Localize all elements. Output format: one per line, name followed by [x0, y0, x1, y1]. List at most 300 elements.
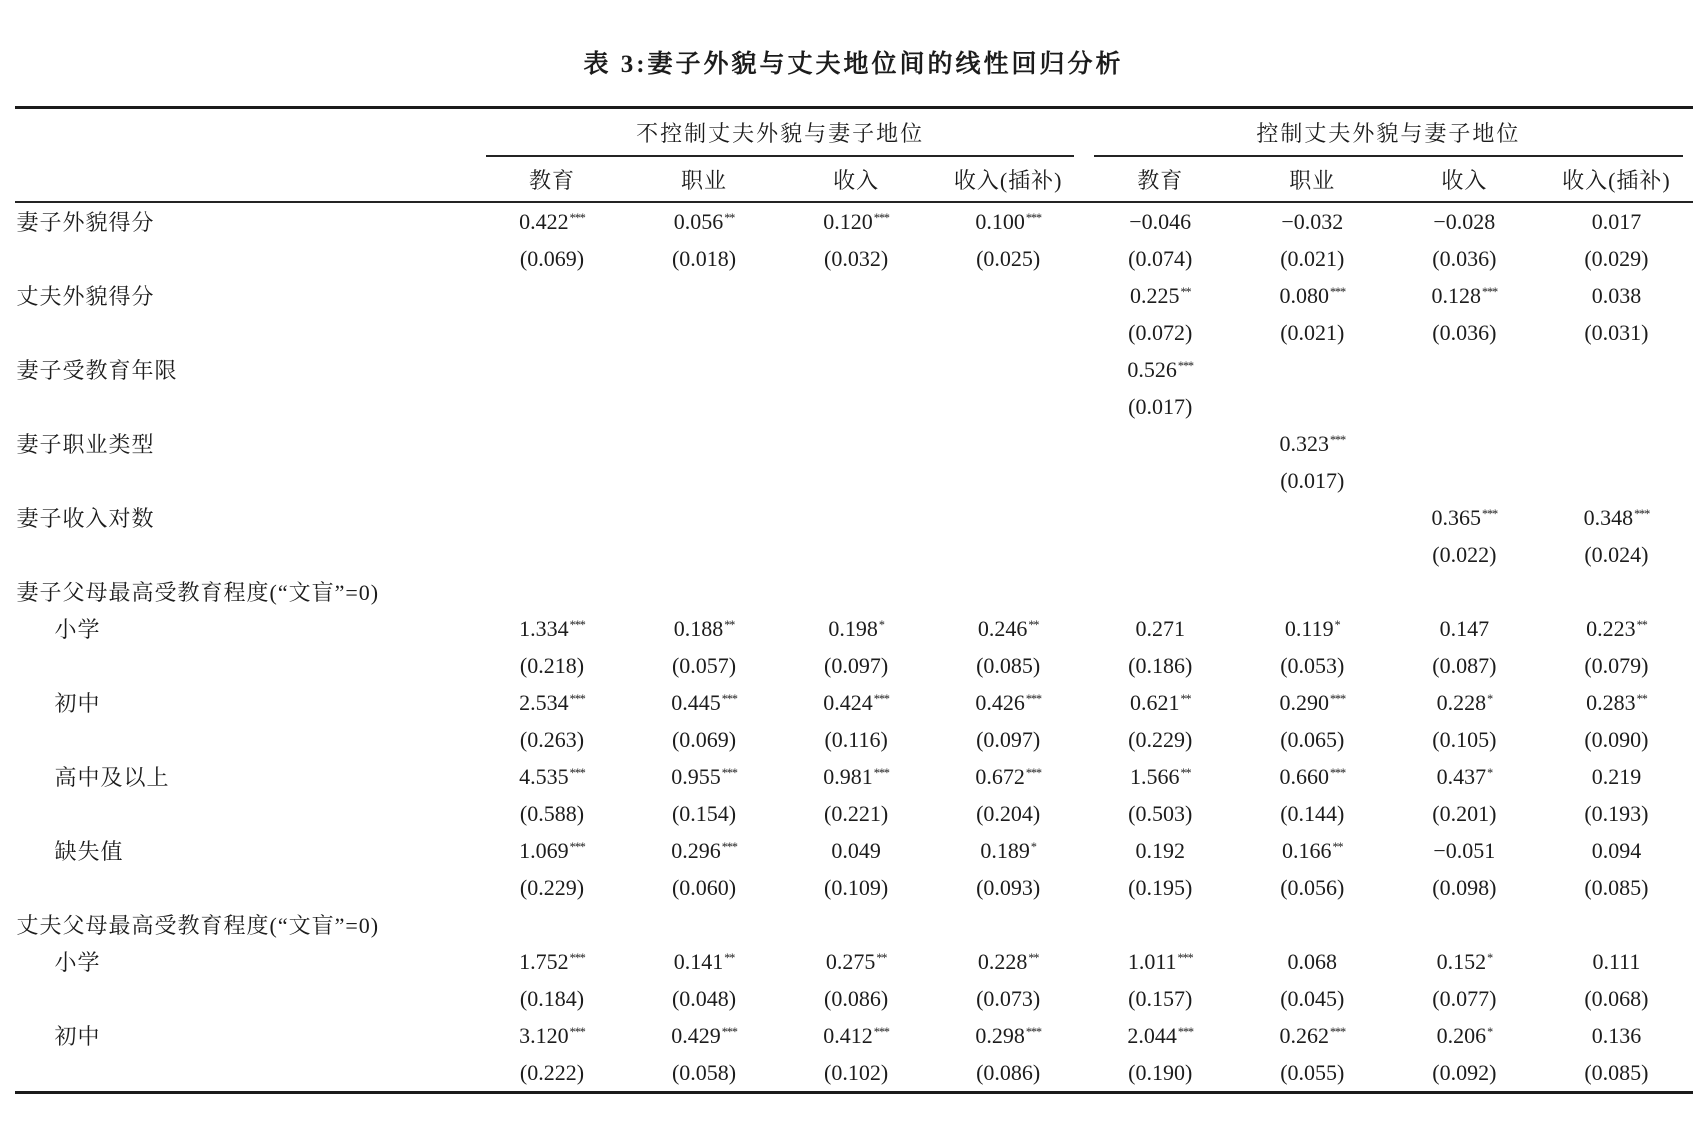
coef-cell: [1084, 351, 1236, 388]
stderr-cell: (0.085): [976, 652, 1041, 678]
significance-stars: ***: [569, 951, 585, 966]
significance-stars: ***: [1177, 951, 1193, 966]
significance-stars: ***: [569, 840, 585, 855]
coef-value: 4.535: [519, 763, 569, 789]
coef-value: 1.011: [1127, 948, 1177, 974]
group-header-row: [15, 108, 1693, 158]
coef-value: 0.189: [980, 837, 1030, 863]
coef-value: 2.044: [1127, 1022, 1177, 1048]
coef-cell: [1084, 499, 1236, 536]
coef-cell: [1540, 610, 1692, 647]
coef-value: −0.032: [1281, 208, 1344, 234]
stderr-cell: [932, 314, 1084, 351]
coef-value: 0.298: [975, 1022, 1025, 1048]
coefficient-row: [15, 499, 1693, 536]
coef-cell: [476, 943, 628, 980]
stderr-cell: [628, 462, 780, 499]
row-label-empty: [15, 388, 476, 425]
group-header-spacer: [15, 108, 476, 158]
stderr-cell: (0.086): [976, 1059, 1041, 1085]
stderr-cell: (0.045): [1280, 985, 1345, 1011]
coef-cell: [476, 1017, 628, 1054]
coef-value: 0.955: [671, 763, 721, 789]
coef-value: 0.262: [1279, 1022, 1329, 1048]
stderr-cell: (0.190): [1128, 1059, 1193, 1085]
stderr-cell: (0.109): [824, 874, 889, 900]
significance-stars: **: [1180, 285, 1191, 300]
row-label: 高中及以上: [54, 765, 170, 790]
stderr-cell: (0.074): [1128, 245, 1193, 271]
coefficient-row: [15, 758, 1693, 795]
section-label: 丈夫父母最高受教育程度(“文盲”=0): [16, 913, 380, 938]
coef-cell: [628, 758, 780, 795]
column-header-occ-1: 职业: [628, 157, 780, 202]
coef-value: 0.017: [1591, 208, 1642, 234]
coef-cell: [1236, 832, 1388, 869]
group-header-controlled-label: 控制丈夫外貌与妻子地位: [1094, 109, 1682, 157]
stderr-cell: [780, 536, 932, 573]
coef-cell: [1084, 1017, 1236, 1054]
coef-cell: [1388, 202, 1540, 240]
significance-stars: ***: [721, 692, 737, 707]
column-header-edu-2: 教育: [1084, 157, 1236, 202]
row-label-empty: [15, 536, 476, 573]
significance-stars: ***: [1025, 1025, 1041, 1040]
coefficient-row: [15, 351, 1693, 388]
significance-stars: *: [1487, 1025, 1493, 1040]
row-label-empty: [15, 240, 476, 277]
row-label-empty: [15, 721, 476, 758]
coef-cell: [628, 277, 780, 314]
significance-stars: ***: [1025, 766, 1041, 781]
coef-value: 0.141: [673, 948, 724, 974]
stderr-cell: (0.085): [1584, 1059, 1649, 1085]
row-label-empty: [15, 869, 476, 906]
coefficient-row: [15, 943, 1693, 980]
coef-value: 0.094: [1591, 837, 1642, 863]
coef-cell: [1236, 610, 1388, 647]
coef-cell: [780, 277, 932, 314]
coefficient-row: [15, 832, 1693, 869]
stderr-cell: [1388, 462, 1540, 499]
stderr-cell: (0.097): [976, 726, 1041, 752]
significance-stars: **: [1636, 618, 1647, 633]
significance-stars: ***: [1482, 285, 1498, 300]
coef-value: 0.526: [1127, 356, 1177, 382]
section-row: [15, 573, 1693, 610]
coef-value: 0.206: [1436, 1022, 1487, 1048]
column-header-spacer: [15, 157, 476, 202]
stderr-cell: (0.503): [1128, 800, 1193, 826]
coef-value: 0.271: [1135, 615, 1185, 641]
coef-cell: [1388, 277, 1540, 314]
significance-stars: ***: [1177, 1025, 1194, 1040]
stderr-cell: [1084, 536, 1236, 573]
stderr-cell: [780, 388, 932, 425]
coef-cell: [1236, 351, 1388, 388]
significance-stars: ***: [873, 692, 889, 707]
stderr-cell: [476, 388, 628, 425]
stderr-row: [15, 795, 1693, 832]
row-label: 妻子外貌得分: [16, 210, 155, 235]
coef-value: 0.128: [1431, 282, 1482, 308]
stderr-row: [15, 462, 1693, 499]
coef-cell: [1540, 758, 1692, 795]
column-header-edu-1: 教育: [476, 157, 628, 202]
stderr-cell: [1236, 388, 1388, 425]
coef-cell: [476, 351, 628, 388]
coef-cell: [1388, 758, 1540, 795]
stderr-cell: (0.021): [1280, 319, 1345, 345]
coef-cell: [628, 832, 780, 869]
row-label: 妻子受教育年限: [16, 358, 178, 383]
row-label: 妻子收入对数: [16, 506, 155, 531]
significance-stars: ***: [721, 840, 737, 855]
coef-value: 1.566: [1129, 763, 1180, 789]
significance-stars: ***: [1025, 211, 1041, 226]
coef-cell: [1388, 684, 1540, 721]
stderr-cell: (0.229): [519, 874, 585, 900]
significance-stars: ***: [873, 766, 889, 781]
significance-stars: **: [1332, 840, 1343, 855]
coefficient-row: [15, 1017, 1693, 1054]
stderr-cell: (0.065): [1280, 726, 1345, 752]
stderr-cell: (0.218): [519, 652, 585, 678]
stderr-cell: (0.058): [671, 1059, 737, 1085]
coef-cell: [1084, 202, 1236, 240]
significance-stars: *: [1487, 766, 1493, 781]
coef-cell: [780, 499, 932, 536]
significance-stars: ***: [1177, 359, 1194, 374]
stderr-cell: (0.036): [1432, 319, 1497, 345]
coef-value: 0.437: [1436, 763, 1487, 789]
coef-cell: [1388, 351, 1540, 388]
stderr-cell: (0.186): [1128, 652, 1193, 678]
column-header-income-imputed-2: 收入(插补): [1540, 157, 1692, 202]
significance-stars: ***: [873, 1025, 889, 1040]
coef-cell: [780, 832, 932, 869]
coef-cell: [780, 943, 932, 980]
coef-value: 2.534: [519, 689, 569, 715]
stderr-cell: (0.068): [1584, 985, 1649, 1011]
coef-value: 0.111: [1592, 948, 1641, 974]
coef-value: 0.049: [831, 837, 881, 863]
column-header-occ-2: 职业: [1236, 157, 1388, 202]
coef-value: 0.422: [519, 208, 569, 234]
coef-value: 0.296: [671, 837, 721, 863]
significance-stars: *: [878, 618, 884, 633]
stderr-cell: (0.105): [1432, 726, 1497, 752]
stderr-cell: (0.222): [519, 1059, 585, 1085]
stderr-cell: (0.057): [671, 652, 737, 678]
stderr-cell: (0.056): [1280, 874, 1345, 900]
significance-stars: ***: [569, 1025, 585, 1040]
significance-stars: ***: [1329, 692, 1346, 707]
coef-cell: [1236, 499, 1388, 536]
stderr-cell: [628, 314, 780, 351]
coef-cell: [1084, 425, 1236, 462]
stderr-cell: (0.092): [1432, 1059, 1497, 1085]
significance-stars: **: [724, 211, 735, 226]
coef-cell: [1388, 610, 1540, 647]
stderr-cell: (0.201): [1432, 800, 1497, 826]
stderr-cell: [476, 314, 628, 351]
stderr-cell: (0.087): [1432, 652, 1497, 678]
stderr-row: [15, 314, 1693, 351]
coef-cell: [628, 1017, 780, 1054]
significance-stars: **: [1028, 618, 1039, 633]
significance-stars: **: [1028, 951, 1039, 966]
stderr-cell: [476, 536, 628, 573]
significance-stars: ***: [569, 692, 585, 707]
coef-cell: [1540, 499, 1692, 536]
coef-cell: [1236, 202, 1388, 240]
significance-stars: *: [1487, 692, 1493, 707]
coef-value: 0.120: [823, 208, 873, 234]
coef-cell: [1236, 425, 1388, 462]
coef-value: 0.246: [977, 615, 1028, 641]
significance-stars: ***: [569, 211, 585, 226]
group-header-uncontrolled: [476, 108, 1084, 158]
stderr-cell: (0.036): [1432, 245, 1497, 271]
stderr-cell: (0.022): [1432, 541, 1497, 567]
stderr-cell: (0.097): [824, 652, 889, 678]
coef-cell: [476, 277, 628, 314]
stderr-row: [15, 647, 1693, 684]
stderr-cell: [932, 536, 1084, 573]
stderr-cell: [1540, 462, 1692, 499]
coef-cell: [1084, 758, 1236, 795]
coef-value: 0.412: [823, 1022, 873, 1048]
coef-cell: [476, 684, 628, 721]
coef-cell: [628, 943, 780, 980]
significance-stars: **: [724, 618, 735, 633]
coef-cell: [628, 351, 780, 388]
significance-stars: ***: [1025, 692, 1041, 707]
stderr-cell: (0.116): [824, 726, 888, 752]
coef-cell: [628, 202, 780, 240]
coef-value: 0.188: [673, 615, 724, 641]
significance-stars: ***: [1634, 507, 1650, 522]
coef-cell: [1540, 832, 1692, 869]
stderr-cell: (0.055): [1280, 1059, 1345, 1085]
stderr-cell: (0.093): [976, 874, 1041, 900]
significance-stars: ***: [569, 618, 585, 633]
coef-value: 1.069: [519, 837, 569, 863]
stderr-cell: (0.221): [824, 800, 889, 826]
significance-stars: **: [1180, 766, 1191, 781]
column-header-income-2: 收入: [1388, 157, 1540, 202]
stderr-cell: (0.072): [1128, 319, 1193, 345]
row-label: 小学: [54, 950, 101, 975]
stderr-cell: [780, 314, 932, 351]
coef-cell: [1388, 943, 1540, 980]
coef-cell: [1236, 1017, 1388, 1054]
coef-cell: [932, 1017, 1084, 1054]
significance-stars: **: [876, 951, 887, 966]
significance-stars: *: [1334, 618, 1340, 633]
coef-value: 0.147: [1439, 615, 1490, 641]
stderr-cell: (0.053): [1280, 652, 1345, 678]
stderr-cell: (0.069): [519, 245, 585, 271]
stderr-cell: (0.157): [1128, 985, 1193, 1011]
stderr-cell: [1236, 536, 1388, 573]
coef-cell: [1540, 425, 1692, 462]
coef-cell: [932, 499, 1084, 536]
coef-cell: [932, 610, 1084, 647]
stderr-cell: (0.073): [976, 985, 1041, 1011]
group-header-controlled: [1084, 108, 1692, 158]
stderr-cell: (0.193): [1584, 800, 1649, 826]
coef-cell: [780, 202, 932, 240]
stderr-cell: (0.102): [824, 1059, 889, 1085]
stderr-cell: (0.018): [671, 245, 737, 271]
stderr-cell: (0.204): [976, 800, 1041, 826]
coef-value: 0.426: [975, 689, 1025, 715]
coef-value: 0.228: [1436, 689, 1487, 715]
coef-cell: [1388, 1017, 1540, 1054]
significance-stars: *: [1487, 951, 1493, 966]
coef-value: −0.051: [1433, 837, 1496, 863]
coef-cell: [628, 425, 780, 462]
coef-cell: [1236, 684, 1388, 721]
row-label: 丈夫外貌得分: [16, 284, 155, 309]
coef-value: 0.621: [1129, 689, 1180, 715]
coef-cell: [1084, 943, 1236, 980]
stderr-cell: (0.060): [671, 874, 737, 900]
stderr-cell: [476, 462, 628, 499]
stderr-cell: (0.098): [1432, 874, 1497, 900]
column-header-income-imputed-1: 收入(插补): [932, 157, 1084, 202]
table-title: 表 3:妻子外貌与丈夫地位间的线性回归分析: [583, 51, 1124, 78]
coef-cell: [1084, 610, 1236, 647]
row-label: 初中: [54, 691, 101, 716]
stderr-cell: (0.195): [1128, 874, 1193, 900]
significance-stars: **: [1636, 692, 1647, 707]
coef-cell: [932, 277, 1084, 314]
stderr-cell: (0.090): [1584, 726, 1649, 752]
significance-stars: ***: [1329, 433, 1346, 448]
coef-cell: [1540, 277, 1692, 314]
coef-cell: [1540, 684, 1692, 721]
coef-cell: [780, 684, 932, 721]
coef-value: 0.136: [1591, 1022, 1642, 1048]
column-header-income-1: 收入: [780, 157, 932, 202]
stderr-row: [15, 388, 1693, 425]
stderr-cell: (0.024): [1584, 541, 1649, 567]
stderr-cell: (0.025): [976, 245, 1041, 271]
stderr-cell: [628, 388, 780, 425]
coef-cell: [476, 425, 628, 462]
coef-cell: [1388, 425, 1540, 462]
stderr-row: [15, 721, 1693, 758]
coef-value: 0.228: [977, 948, 1028, 974]
coef-value: 0.223: [1586, 615, 1636, 641]
significance-stars: ***: [1329, 766, 1346, 781]
coef-value: 0.323: [1279, 430, 1329, 456]
coefficient-row: [15, 684, 1693, 721]
coef-value: 0.283: [1586, 689, 1636, 715]
table-header: [15, 108, 1693, 203]
coef-value: 0.056: [673, 208, 724, 234]
coef-value: 0.219: [1591, 763, 1642, 789]
row-label-empty: [15, 1054, 476, 1093]
row-label: 妻子职业类型: [16, 432, 155, 457]
coef-value: 0.068: [1287, 948, 1338, 974]
regression-table: [15, 106, 1693, 1094]
stderr-cell: [932, 388, 1084, 425]
stderr-row: [15, 240, 1693, 277]
section-label: 妻子父母最高受教育程度(“文盲”=0): [16, 580, 380, 605]
stderr-cell: (0.031): [1584, 319, 1649, 345]
row-label-empty: [15, 462, 476, 499]
stderr-row: [15, 1054, 1693, 1093]
coef-cell: [1388, 832, 1540, 869]
significance-stars: *: [1030, 840, 1036, 855]
row-label: 缺失值: [54, 839, 124, 864]
stderr-row: [15, 869, 1693, 906]
stderr-row: [15, 536, 1693, 573]
stderr-cell: (0.048): [671, 985, 737, 1011]
column-header-row: [15, 157, 1693, 202]
coefficient-row: [15, 277, 1693, 314]
coef-cell: [932, 202, 1084, 240]
coef-cell: [932, 425, 1084, 462]
section-row: [15, 906, 1693, 943]
stderr-cell: [1540, 388, 1692, 425]
coef-cell: [1236, 943, 1388, 980]
coef-value: 0.429: [671, 1022, 721, 1048]
coef-cell: [932, 684, 1084, 721]
coef-cell: [1084, 277, 1236, 314]
stderr-cell: (0.154): [671, 800, 737, 826]
coef-cell: [932, 943, 1084, 980]
stderr-cell: (0.032): [824, 245, 889, 271]
coef-cell: [780, 351, 932, 388]
coef-value: 0.166: [1282, 837, 1332, 863]
coef-cell: [628, 610, 780, 647]
significance-stars: ***: [721, 1025, 737, 1040]
row-label: 小学: [54, 617, 101, 642]
stderr-row: [15, 980, 1693, 1017]
coef-value: 0.290: [1279, 689, 1329, 715]
coef-cell: [1540, 202, 1692, 240]
coef-cell: [932, 758, 1084, 795]
stderr-cell: (0.021): [1280, 245, 1345, 271]
coef-cell: [1540, 351, 1692, 388]
stderr-cell: (0.229): [1128, 726, 1193, 752]
coef-value: 0.660: [1279, 763, 1329, 789]
coefficient-row: [15, 610, 1693, 647]
coef-value: 1.752: [519, 948, 569, 974]
coef-value: 1.334: [519, 615, 569, 641]
stderr-cell: [1084, 462, 1236, 499]
significance-stars: ***: [1329, 285, 1346, 300]
table-body: [15, 202, 1693, 1093]
coef-value: 0.275: [825, 948, 876, 974]
stderr-cell: (0.077): [1432, 985, 1497, 1011]
coef-value: 0.038: [1591, 282, 1642, 308]
stderr-cell: [780, 462, 932, 499]
coef-cell: [1236, 277, 1388, 314]
coef-value: 0.119: [1284, 615, 1334, 641]
coef-value: 0.225: [1129, 282, 1180, 308]
stderr-cell: [628, 536, 780, 573]
coef-value: −0.028: [1433, 208, 1496, 234]
coef-cell: [1084, 832, 1236, 869]
coef-value: 0.198: [828, 615, 878, 641]
significance-stars: ***: [1482, 507, 1498, 522]
